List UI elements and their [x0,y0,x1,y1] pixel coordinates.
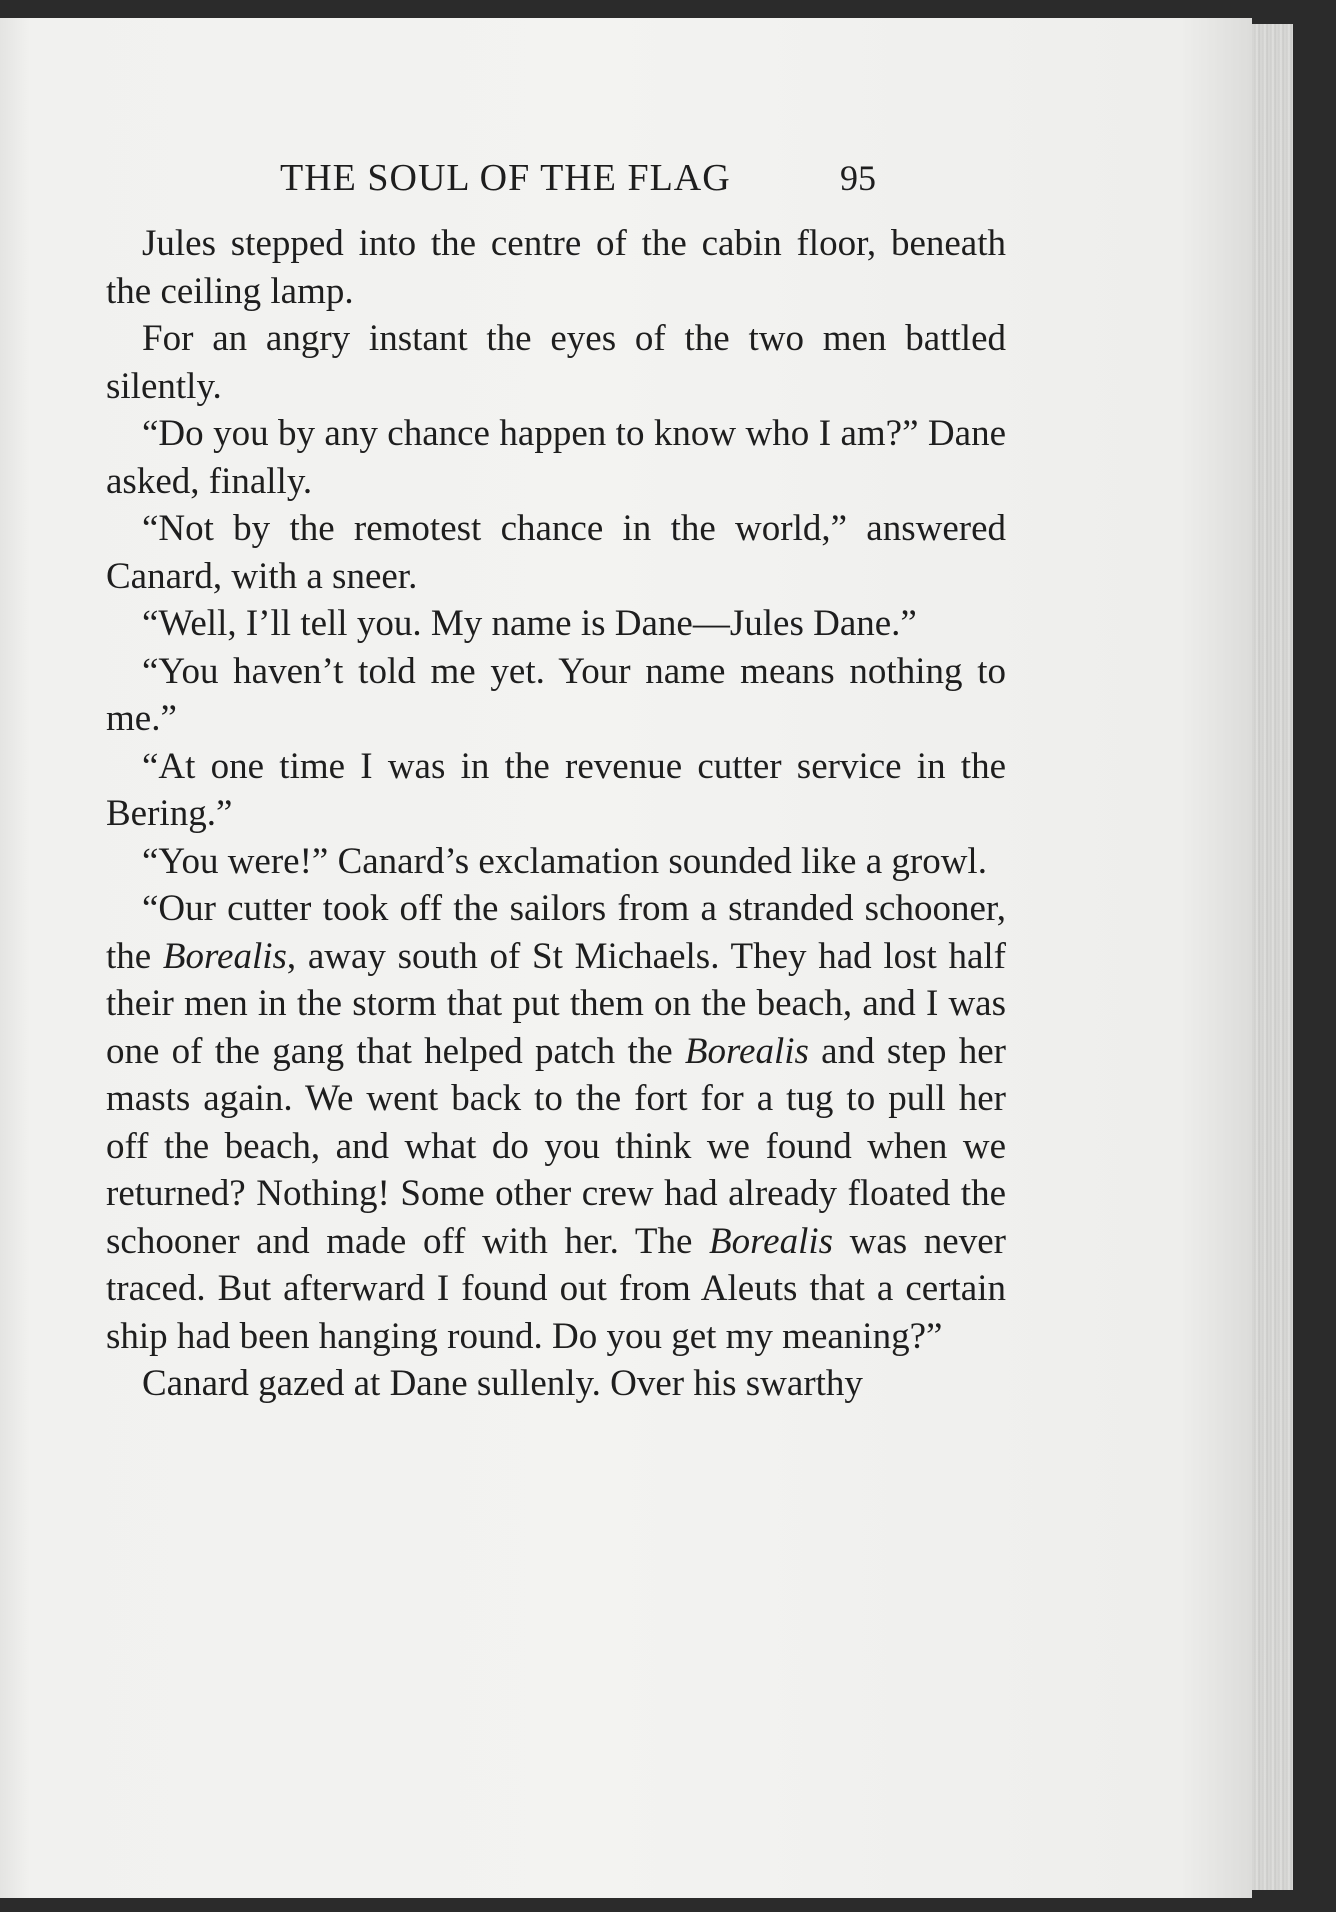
page-header [106,156,1006,214]
body-text [106,220,1006,1408]
running-head: THE SOUL OF THE FLAG [280,157,731,199]
paragraph: “Not by the remotest chance in the world,” answered Canard, with a sneer. [106,508,1006,597]
ship-name-italic: Borealis [709,1220,834,1262]
text-run: “Our cutter took off the sailors from a stranded schooner, the [106,888,1006,977]
paragraph: For an angry instant the eyes of the two men battled silently. [106,318,1006,407]
text-run: and step her masts again. We went back to the fort for a tug to pull her off the beach, and what do you think we found when we returned? Nothing! Some other crew had already floated the schooner and made off with her. The [106,1030,1006,1262]
paragraph: Canard gazed at Dane sullenly. Over his swarthy [142,1363,863,1404]
paragraph: “Well, I’ll tell you. My name is Dane—Jules Dane.” [142,603,917,644]
ship-name-italic: Borealis [162,935,287,977]
paragraph: “Do you by any chance happen to know who I am?” Dane asked, finally. [106,413,1006,502]
text-run: was never traced. But afterward I found out from Aleuts that a certain ship had been hanging round. Do you get my meaning?” [106,1220,1006,1357]
paragraph: “At one time I was in the revenue cutter service in the Bering.” [106,745,1006,834]
page-number: 95 [840,158,876,198]
paragraph: “You haven’t told me yet. Your name means nothing to me.” [106,650,1006,739]
ship-name-italic: Borealis [684,1030,809,1072]
text-run: , away south of St Michaels. They had lost half their men in the storm that put them on the beach, and I was one of the gang that helped patch the [106,935,1006,1072]
paragraph [106,885,1006,1360]
paragraph: “You were!” Canard’s exclamation sounded like a growl. [142,840,987,882]
page-text-block [106,156,1006,1408]
paragraph: Jules stepped into the centre of the cabin floor, beneath the ceiling lamp. [106,223,1006,312]
